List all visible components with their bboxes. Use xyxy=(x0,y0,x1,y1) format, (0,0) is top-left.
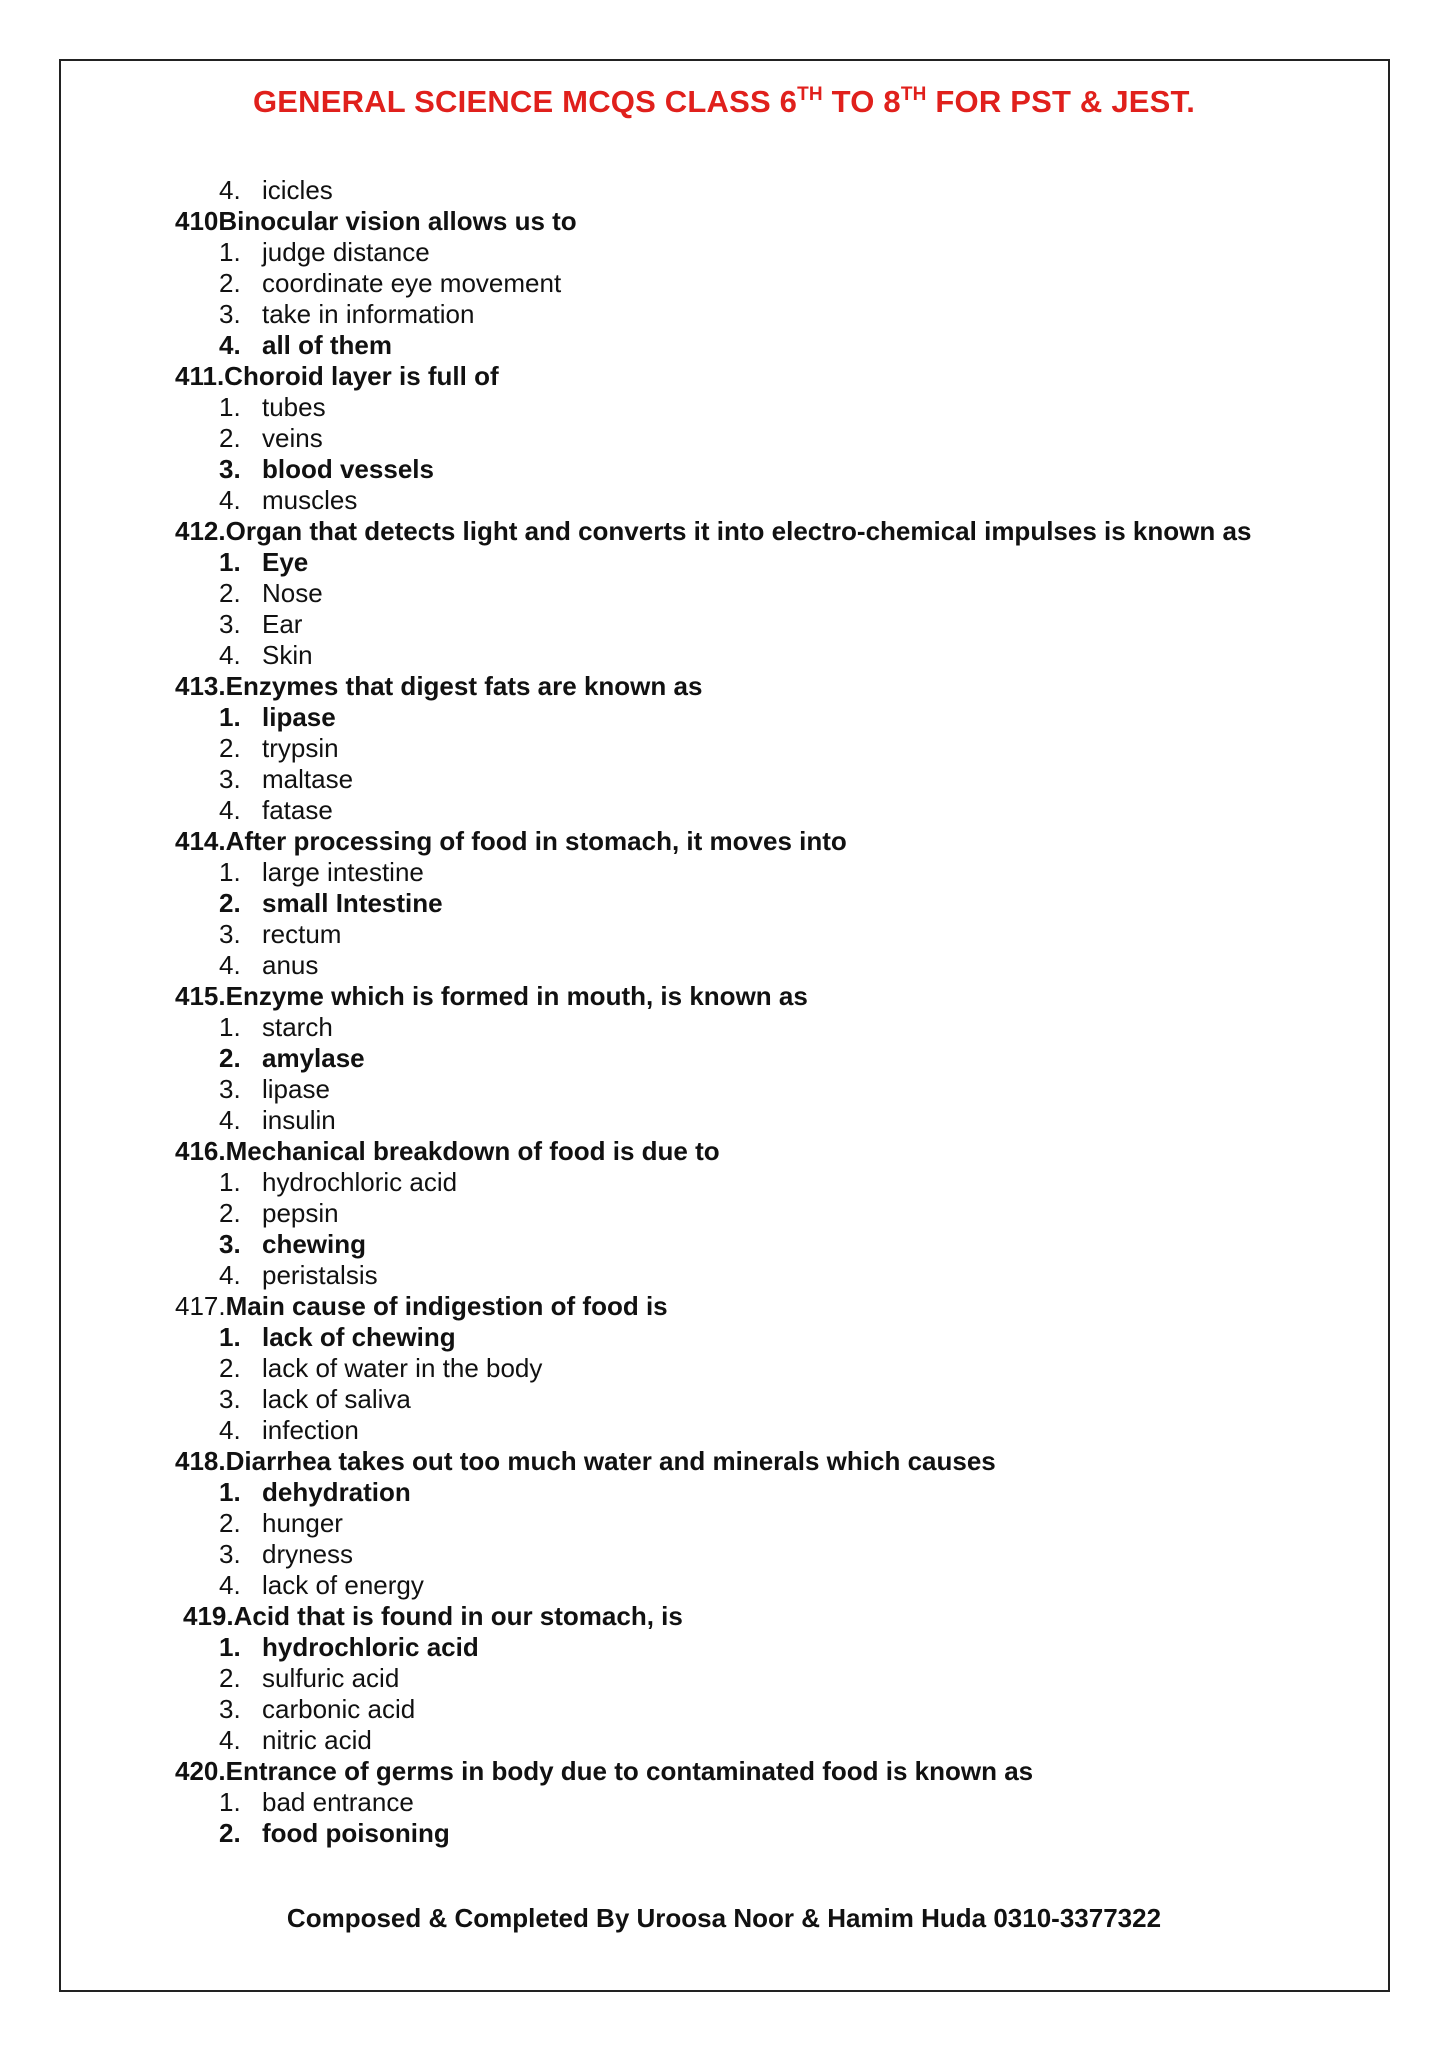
option-text: small Intestine xyxy=(262,888,443,918)
option-number: 1. xyxy=(219,1167,241,1197)
question-number: 420. xyxy=(175,1756,226,1786)
option-number: 2. xyxy=(219,1508,241,1538)
option xyxy=(175,640,1305,671)
option-text: food poisoning xyxy=(262,1818,450,1848)
option xyxy=(175,1198,1305,1229)
option xyxy=(175,423,1305,454)
option-text: Nose xyxy=(262,578,323,608)
option-text: starch xyxy=(262,1012,333,1042)
option-number: 4. xyxy=(219,950,241,980)
option-text: all of them xyxy=(262,330,393,360)
option-number: 1. xyxy=(219,1787,241,1817)
option xyxy=(175,578,1305,609)
option-text: lack of energy xyxy=(262,1570,424,1600)
option-text: icicles xyxy=(262,175,333,205)
option xyxy=(175,919,1305,950)
option-text: rectum xyxy=(262,919,342,949)
option-text: anus xyxy=(262,950,319,980)
option-number: 2. xyxy=(219,268,241,298)
question-text: Acid that is found in our stomach, is xyxy=(233,1601,683,1631)
correct-option xyxy=(175,888,1305,919)
option xyxy=(175,609,1305,640)
option-number: 4. xyxy=(219,1260,241,1290)
option-number: 1. xyxy=(219,1477,241,1507)
question-8 xyxy=(175,1446,1305,1477)
question-number: 416. xyxy=(175,1136,226,1166)
option-text: amylase xyxy=(262,1043,365,1073)
correct-option xyxy=(175,702,1305,733)
option-number: 3. xyxy=(219,609,241,639)
correct-option xyxy=(175,454,1305,485)
question-text: Diarrhea takes out too much water and minerals which causes xyxy=(225,1446,996,1476)
question-text: Choroid layer is full of xyxy=(224,361,499,391)
option-text: Skin xyxy=(262,640,313,670)
correct-option xyxy=(175,1322,1305,1353)
option xyxy=(175,268,1305,299)
option-text: carbonic acid xyxy=(262,1694,416,1724)
option-number: 1. xyxy=(219,1012,241,1042)
option-text: hunger xyxy=(262,1508,343,1538)
question-number: 413. xyxy=(175,671,226,701)
question-10 xyxy=(175,1756,1305,1787)
title-text-3: FOR PST & JEST. xyxy=(926,84,1196,119)
correct-option xyxy=(175,1477,1305,1508)
title-text-2: TO 8 xyxy=(822,84,901,119)
option xyxy=(175,237,1305,268)
option xyxy=(175,1570,1305,1601)
question-number: 417. xyxy=(175,1291,226,1321)
option-number: 2. xyxy=(219,888,241,918)
option xyxy=(175,1787,1305,1818)
option-number: 3. xyxy=(219,454,241,484)
option-number: 3. xyxy=(219,1229,241,1259)
page-footer: Composed & Completed By Uroosa Noor & Hamim Huda 0310-3377322 xyxy=(286,1903,1162,1933)
option-text: muscles xyxy=(262,485,358,515)
option-number: 2. xyxy=(219,578,241,608)
option-number: 4. xyxy=(219,330,241,360)
option xyxy=(175,1074,1305,1105)
option-text: peristalsis xyxy=(262,1260,378,1290)
option xyxy=(175,1012,1305,1043)
option xyxy=(175,1663,1305,1694)
option-number: 2. xyxy=(219,733,241,763)
option-number: 3. xyxy=(219,919,241,949)
option-number: 1. xyxy=(219,547,241,577)
option-text: lack of chewing xyxy=(262,1322,456,1352)
correct-option xyxy=(175,1818,1305,1849)
carryover-option xyxy=(175,175,1305,206)
option-number: 2. xyxy=(219,1353,241,1383)
option-text: insulin xyxy=(262,1105,336,1135)
question-number: 418. xyxy=(175,1446,226,1476)
option-text: hydrochloric acid xyxy=(262,1167,458,1197)
option-text: veins xyxy=(262,423,323,453)
question-number: 410 xyxy=(175,206,219,236)
question-text: Entrance of germs in body due to contaminated food is known as xyxy=(225,1756,1034,1786)
option xyxy=(175,1353,1305,1384)
option-number: 3. xyxy=(219,1384,241,1414)
title-text-1: GENERAL SCIENCE MCQS CLASS 6 xyxy=(252,84,798,119)
option-number: 4. xyxy=(219,175,241,205)
correct-option xyxy=(175,1632,1305,1663)
question-3 xyxy=(175,671,1305,702)
option-number: 4. xyxy=(219,1725,241,1755)
option xyxy=(175,1725,1305,1756)
question-text: Mechanical breakdown of food is due to xyxy=(225,1136,720,1166)
option xyxy=(175,857,1305,888)
option-text: pepsin xyxy=(262,1198,339,1228)
question-text: Enzymes that digest fats are known as xyxy=(225,671,703,701)
questions-container xyxy=(175,206,1305,1849)
option-text: coordinate eye movement xyxy=(262,268,562,298)
page-title xyxy=(0,84,1448,120)
option xyxy=(175,1508,1305,1539)
question-9 xyxy=(175,1601,1305,1632)
option xyxy=(175,485,1305,516)
option xyxy=(175,1694,1305,1725)
correct-option xyxy=(175,330,1305,361)
question-2 xyxy=(175,516,1305,547)
question-number: 415. xyxy=(175,981,226,1011)
option-text: trypsin xyxy=(262,733,339,763)
option-text: blood vessels xyxy=(262,454,434,484)
option xyxy=(175,733,1305,764)
question-text: Organ that detects light and converts it into electro-chemical impulses is known as xyxy=(225,516,1252,546)
question-7 xyxy=(175,1291,1305,1322)
option-text: maltase xyxy=(262,764,354,794)
option xyxy=(175,764,1305,795)
question-5 xyxy=(175,981,1305,1012)
option-number: 2. xyxy=(219,1198,241,1228)
option-text: dehydration xyxy=(262,1477,411,1507)
option xyxy=(175,795,1305,826)
option-number: 4. xyxy=(219,795,241,825)
question-text: Enzyme which is formed in mouth, is known as xyxy=(225,981,808,1011)
option xyxy=(175,1167,1305,1198)
option-text: Ear xyxy=(262,609,303,639)
question-number: 411. xyxy=(175,361,225,391)
option-text: bad entrance xyxy=(262,1787,414,1817)
option-text: nitric acid xyxy=(262,1725,372,1755)
option-number: 2. xyxy=(219,1663,241,1693)
option-text: hydrochloric acid xyxy=(262,1632,479,1662)
title-superscript-1: TH xyxy=(797,84,823,105)
option-text: judge distance xyxy=(262,237,430,267)
option-text: sulfuric acid xyxy=(262,1663,400,1693)
option-number: 1. xyxy=(219,392,241,422)
option-text: lack of saliva xyxy=(262,1384,411,1414)
question-text: Main cause of indigestion of food is xyxy=(225,1291,668,1321)
option xyxy=(175,392,1305,423)
option-number: 1. xyxy=(219,857,241,887)
option-text: infection xyxy=(262,1415,359,1445)
option-number: 3. xyxy=(219,764,241,794)
option-text: lipase xyxy=(262,1074,330,1104)
option-number: 1. xyxy=(219,1322,241,1352)
option xyxy=(175,299,1305,330)
option xyxy=(175,950,1305,981)
option-text: fatase xyxy=(262,795,333,825)
option-text: lack of water in the body xyxy=(262,1353,543,1383)
correct-option xyxy=(175,547,1305,578)
option xyxy=(175,1539,1305,1570)
option-text: Eye xyxy=(262,547,309,577)
question-text: Binocular vision allows us to xyxy=(218,206,577,236)
option-number: 1. xyxy=(219,702,241,732)
option-text: lipase xyxy=(262,702,336,732)
option-number: 1. xyxy=(219,1632,241,1662)
option-number: 2. xyxy=(219,1818,241,1848)
correct-option xyxy=(175,1229,1305,1260)
question-number: 414. xyxy=(175,826,226,856)
option-number: 3. xyxy=(219,1694,241,1724)
option-number: 3. xyxy=(219,1539,241,1569)
option-text: take in information xyxy=(262,299,475,329)
option xyxy=(175,1415,1305,1446)
option-text: large intestine xyxy=(262,857,424,887)
option xyxy=(175,1260,1305,1291)
option-number: 1. xyxy=(219,237,241,267)
question-4 xyxy=(175,826,1305,857)
question-1 xyxy=(175,361,1305,392)
option-number: 4. xyxy=(219,640,241,670)
option-text: tubes xyxy=(262,392,326,422)
option-number: 2. xyxy=(219,1043,241,1073)
option-number: 2. xyxy=(219,423,241,453)
correct-option xyxy=(175,1043,1305,1074)
question-0 xyxy=(175,206,1305,237)
option xyxy=(175,1384,1305,1415)
question-number: 419. xyxy=(183,1601,234,1631)
option-number: 4. xyxy=(219,485,241,515)
question-text: After processing of food in stomach, it moves into xyxy=(225,826,847,856)
option xyxy=(175,1105,1305,1136)
question-6 xyxy=(175,1136,1305,1167)
option-number: 4. xyxy=(219,1105,241,1135)
option-text: dryness xyxy=(262,1539,354,1569)
question-number: 412. xyxy=(175,516,226,546)
option-text: chewing xyxy=(262,1229,367,1259)
option-number: 4. xyxy=(219,1570,241,1600)
option-number: 3. xyxy=(219,1074,241,1104)
option-number: 4. xyxy=(219,1415,241,1445)
option-number: 3. xyxy=(219,299,241,329)
mcq-list xyxy=(175,175,1305,1849)
title-superscript-2: TH xyxy=(900,84,927,105)
